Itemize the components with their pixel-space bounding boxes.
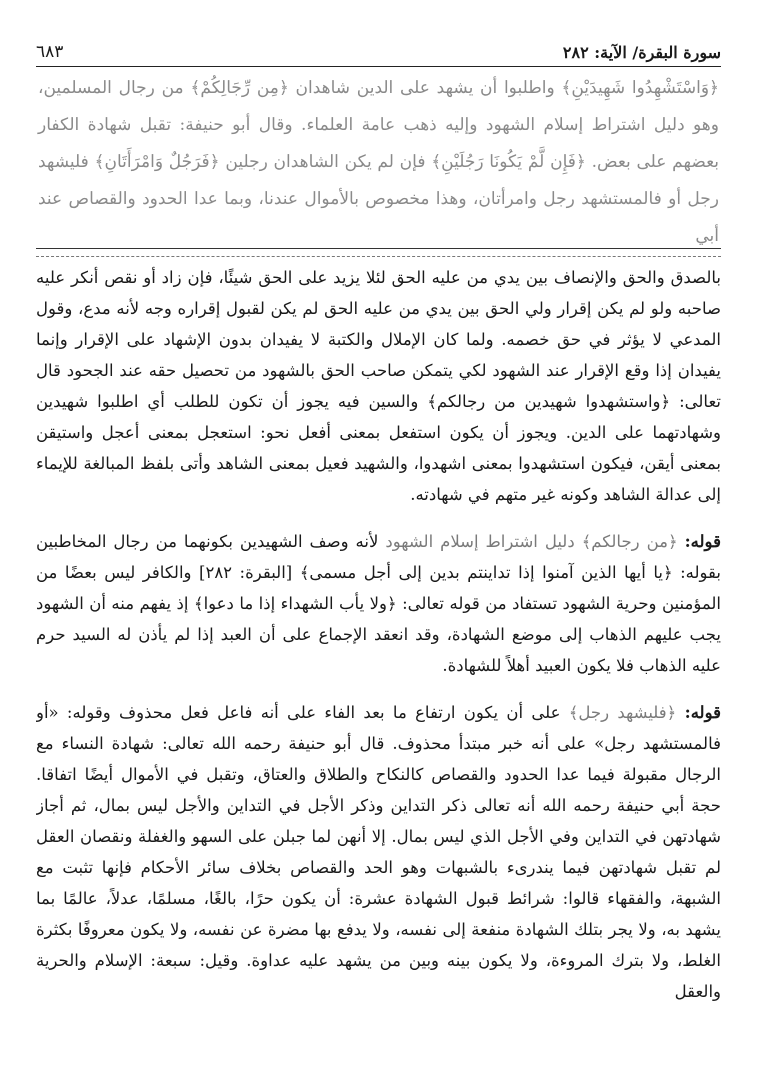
page-header bbox=[36, 30, 721, 67]
gloss-body bbox=[36, 262, 721, 1072]
body-paragraph bbox=[36, 526, 721, 681]
surah-verse-label: سورة البقرة/ الآية: ٢٨٢ bbox=[562, 43, 721, 62]
body-paragraph bbox=[36, 697, 721, 1007]
gloss-label: قوله: bbox=[684, 703, 721, 722]
body-paragraph: بالصدق والحق والإنصاف بين يدي من عليه الحق لئلا يزيد على الحق شيئًا، فإن زاد أو نقص أنكر عليه صاحبه ولو لم يكن إقرار ولي الحق بين يدي من عليه الحق لم يكن لقبول إقراره وجه لأنه مدع، وقول المدعي لا يؤثر في حق خصمه. ولما كان الإملال والكتبة لا يفيدان بدون الإشهاد على الإقرار وإنما يفيدان إذا وقع الإقرار عند الشهود لكي يتمكن صاحب الحق بالشهود من تحصيل حقه عند الجحود قال تعالى: ﴿واستشهدوا شهيدين من رجالكم﴾ والسين فيه يجوز أن تكون للطلب أي اطلبوا شهيدين وشهادتهما على الدين. ويجوز أن يكون استفعل بمعنى أفعل نحو: استعجل بمعنى أعجل واستيقن بمعنى أيقن، فيكون استشهدوا بمعنى اشهدوا، والشهيد فعيل بمعنى الشاهد وأتى بلفظ المبالغة للإيماء إلى عدالة الشاهد وكونه غير متهم في شهادته. bbox=[36, 268, 721, 504]
section-divider bbox=[36, 248, 721, 249]
section-divider-dashed bbox=[36, 256, 721, 257]
page-number: ٦٨٣ bbox=[36, 42, 64, 62]
excerpt-paragraph: ﴿وَاسْتَشْهِدُوا شَهِيدَيْنِ﴾ واطلبوا أن يشهد على الدين شاهدان ﴿مِن رِّجَالِكُمْ﴾ من رجال المسلمين، وهو دليل اشتراط إسلام الشهود وإليه ذهب عامة العلماء. وقال أبو حنيفة: تقبل شهادة الكفار بعضهم على بعض. ﴿فَإِن لَّمْ يَكُونَا رَجُلَيْنِ﴾ فإن لم يكن الشاهدان رجلين ﴿فَرَجُلٌ وَامْرَأَتَانِ﴾ فليشهد رجل أو فالمستشهد رجل وامرأتان، وهذا مخصوص بالأموال عندنا، وبما عدا الحدود والقصاص عند أبي bbox=[38, 78, 719, 246]
gloss-text: لأنه وصف الشهيدين بكونهما من رجال المخاطبين بقوله: ﴿يا أيها الذين آمنوا إذا تداينتم بدين إلى أجل مسمى﴾ [البقرة: ٢٨٢] والكافر ليس بعضًا من المؤمنين وحرية الشهود تستفاد من قوله تعالى: ﴿ولا يأب الشهداء إذا ما دعوا﴾ إذ يفهم منه أن الشهود يجب عليهم الذهاب إلى موضع الشهادة، وقد انعقد الإجماع على أن العبد إذا لم يأذن له السيد حرم عليه الذهاب فلا يكون العبيد أهلاً للشهادة. bbox=[36, 532, 721, 675]
quran-commentary-excerpt bbox=[38, 70, 719, 248]
quoted-phrase: ﴿من رجالكم﴾ دليل اشتراط إسلام الشهود bbox=[385, 532, 678, 551]
quoted-phrase: ﴿فليشهد رجل﴾ bbox=[568, 703, 677, 722]
gloss-label: قوله: bbox=[684, 532, 721, 551]
gloss-text: على أن يكون ارتفاع ما بعد الفاء على أنه فاعل فعل محذوف وقوله: «أو فالمستشهد رجل» على أنه خبر مبتدأ محذوف. قال أبو حنيفة رحمه الله تعالى: شهادة النساء مع الرجال مقبولة فيما عدا الحدود والقصاص كالنكاح والطلاق والعتاق، وتقبل في الأموال أيضًا اتفاقا. حجة أبي حنيفة رحمه الله أنه تعالى ذكر التداين وذكر الأجل في التداين والأجل ليس بمال، ثم أجاز شهادتهن في التداين وفي الأجل الذي ليس بمال. إلا أنهن لما جبلن على السهو والغفلة ونقصان العقل لم تقبل شهادتهن فيما يندرىء بالشبهات وهو الحد والقصاص بخلاف سائر الأحكام فإنها تثبت مع الشبهة، والفقهاء قالوا: شرائط قبول الشهادة عشرة: أن يكون حرًا، بالغًا، مسلمًا، عدلاً، عالمًا بما يشهد به، ولا يجر بتلك الشهادة منفعة إلى نفسه، ولا يدفع بها مضرة عن نفسه، ولا يكون معروفًا بكثرة الغلط، ولا بترك المروءة، ولا يكون بينه وبين من يشهد عليه عداوة. وقيل: سبعة: الإسلام والحرية والعقل bbox=[36, 703, 721, 1001]
